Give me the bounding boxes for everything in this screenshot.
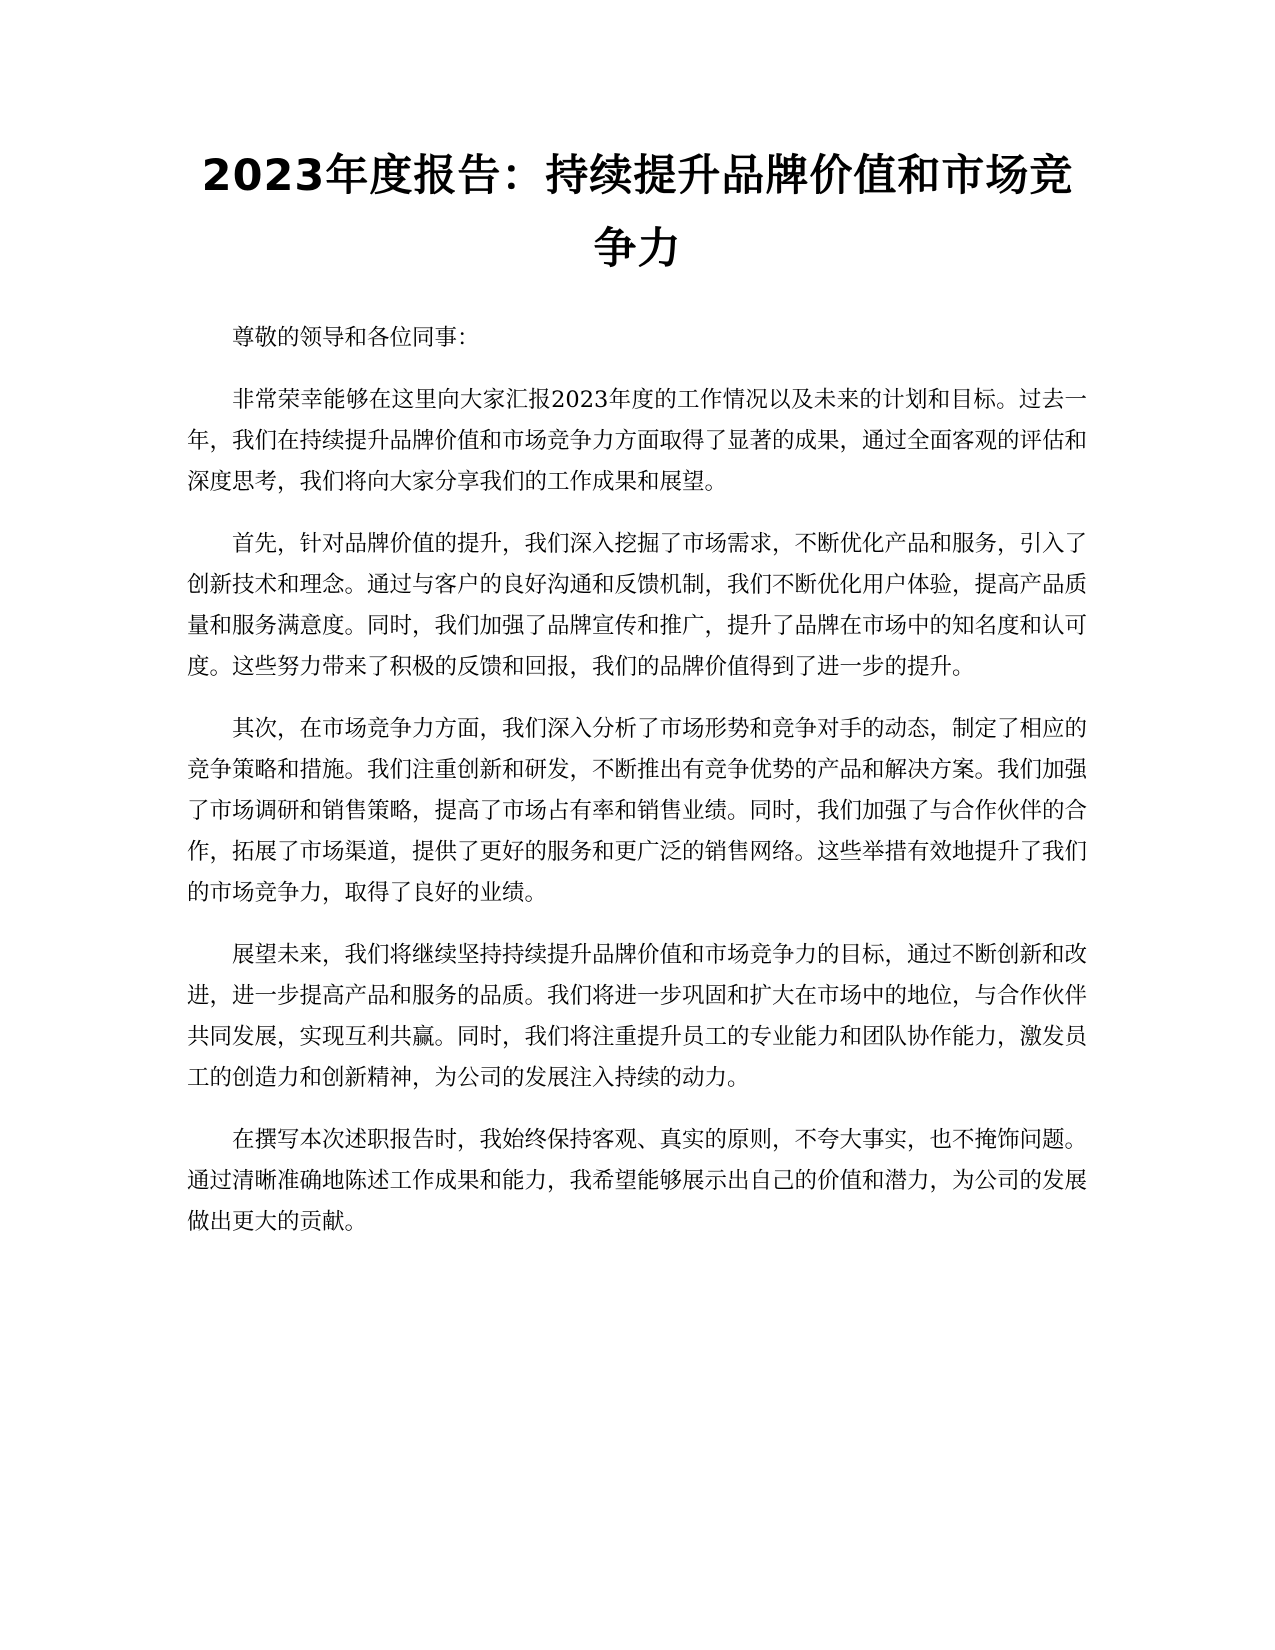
document-title: 2023年度报告：持续提升品牌价值和市场竞争力 [201,151,1074,274]
document-body [187,318,1087,1264]
salutation-paragraph: 尊敬的领导和各位同事： [232,325,480,351]
market-competitiveness-paragraph: 其次，在市场竞争力方面，我们深入分析了市场形势和竞争对手的动态，制定了相应的竞争策略和措施。我们注重创新和研发，不断推出有竞争优势的产品和解决方案。我们加强了市场调研和销售策略，提高了市场占有率和销售业绩。同时，我们加强了与合作伙伴的合作，拓展了市场渠道，提供了更好的服务和更广泛的销售网络。这些举措有效地提升了我们的市场竞争力，取得了良好的业绩。 [187,716,1088,906]
brand-value-paragraph: 首先，针对品牌价值的提升，我们深入挖掘了市场需求，不断优化产品和服务，引入了创新技术和理念。通过与客户的良好沟通和反馈机制，我们不断优化用户体验，提高产品质量和服务满意度。同时，我们加强了品牌宣传和推广，提升了品牌在市场中的知名度和认可度。这些努力带来了积极的反馈和回报，我们的品牌价值得到了进一步的提升。 [187,531,1088,680]
intro-paragraph: 非常荣幸能够在这里向大家汇报2023年度的工作情况以及未来的计划和目标。过去一年，我们在持续提升品牌价值和市场竞争力方面取得了显著的成果，通过全面客观的评估和深度思考，我们将向大家分享我们的工作成果和展望。 [187,387,1088,495]
closing-paragraph: 在撰写本次述职报告时，我始终保持客观、真实的原则，不夸大事实，也不掩饰问题。通过清晰准确地陈述工作成果和能力，我希望能够展示出自己的价值和潜力，为公司的发展做出更大的贡献。 [187,1127,1088,1235]
outlook-paragraph: 展望未来，我们将继续坚持持续提升品牌价值和市场竞争力的目标，通过不断创新和改进，进一步提高产品和服务的品质。我们将进一步巩固和扩大在市场中的地位，与合作伙伴共同发展，实现互利共赢。同时，我们将注重提升员工的专业能力和团队协作能力，激发员工的创造力和创新精神，为公司的发展注入持续的动力。 [187,942,1088,1091]
